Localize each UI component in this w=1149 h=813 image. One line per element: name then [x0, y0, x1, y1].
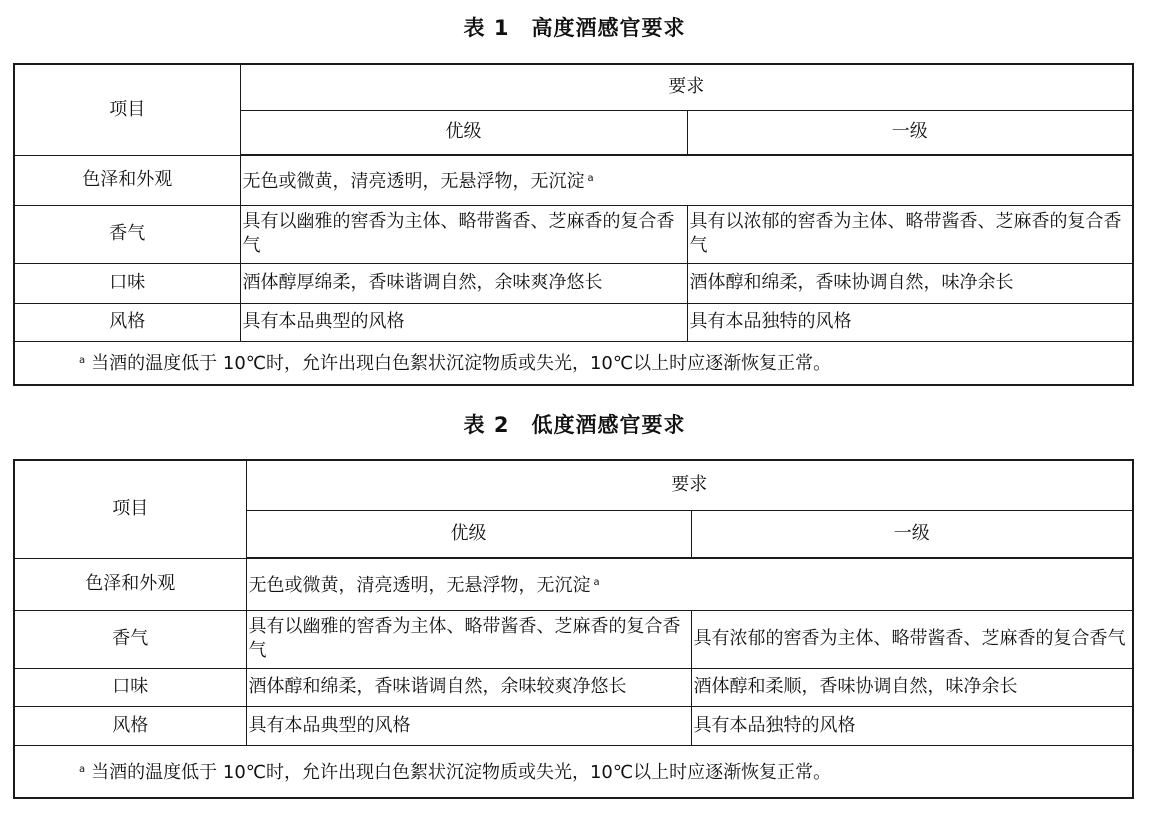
table-row — [14, 706, 1133, 745]
row-premium-value: 具有本品典型的风格 — [240, 303, 687, 341]
table-row — [14, 263, 1133, 303]
row-premium-value: 具有以幽雅的窖香为主体、略带酱香、芝麻香的复合香气 — [246, 610, 691, 668]
row-item: 香气 — [14, 610, 246, 668]
table-1-title: 高度酒感官要求 — [531, 16, 686, 40]
table-2-caption — [0, 409, 1149, 439]
grade-first-header: 一级 — [691, 510, 1133, 558]
table-1-caption — [0, 12, 1149, 42]
grade-premium-header: 优级 — [240, 110, 687, 155]
row-premium-value: 具有以幽雅的窖香为主体、略带酱香、芝麻香的复合香气 — [240, 205, 687, 263]
table-1 — [13, 63, 1134, 386]
row-merged-text: 无色或微黄，清亮透明，无悬浮物，无沉淀 — [242, 170, 585, 192]
row-item: 风格 — [14, 303, 240, 341]
row-first-value: 酒体醇和绵柔，香味协调自然，味净余长 — [687, 263, 1133, 303]
row-first-value: 具有本品独特的风格 — [691, 706, 1133, 745]
row-first-value: 酒体醇和柔顺，香味协调自然，味净余长 — [691, 668, 1133, 706]
table-row — [14, 205, 1133, 263]
table-1-number: 表 1 — [463, 16, 510, 40]
table-2-number: 表 2 — [463, 413, 510, 437]
header-row — [14, 460, 1133, 510]
note-mark: a — [79, 355, 86, 367]
row-item: 口味 — [14, 263, 240, 303]
footnote-mark: a — [593, 576, 600, 588]
item-column-header: 项目 — [14, 64, 240, 155]
row-premium-value: 酒体醇厚绵柔，香味谐调自然，余味爽净悠长 — [240, 263, 687, 303]
row-merged-value — [240, 155, 1133, 205]
row-merged-value — [246, 558, 1133, 610]
row-item: 色泽和外观 — [14, 155, 240, 205]
table-row — [14, 668, 1133, 706]
note-mark: a — [79, 763, 86, 775]
table-row — [14, 303, 1133, 341]
table-row — [14, 155, 1133, 205]
requirement-header: 要求 — [240, 64, 1133, 110]
row-premium-value: 酒体醇和绵柔，香味谐调自然，余味较爽净悠长 — [246, 668, 691, 706]
table-row — [14, 558, 1133, 610]
footnote-row — [14, 341, 1133, 385]
note-text: 当酒的温度低于 10℃时，允许出现白色絮状沉淀物质或失光，10℃以上时应逐渐恢复正常。 — [91, 761, 832, 783]
table-row — [14, 610, 1133, 668]
footnote-mark: a — [587, 172, 594, 184]
header-row — [14, 64, 1133, 110]
requirement-header: 要求 — [246, 460, 1133, 510]
table-2-title: 低度酒感官要求 — [531, 413, 686, 437]
item-column-header: 项目 — [14, 460, 246, 558]
row-item: 香气 — [14, 205, 240, 263]
table-note — [14, 341, 1133, 385]
row-item: 色泽和外观 — [14, 558, 246, 610]
row-premium-value: 具有本品典型的风格 — [246, 706, 691, 745]
row-item: 风格 — [14, 706, 246, 745]
row-first-value: 具有本品独特的风格 — [687, 303, 1133, 341]
table-2 — [13, 459, 1134, 799]
row-item: 口味 — [14, 668, 246, 706]
row-first-value: 具有以浓郁的窖香为主体、略带酱香、芝麻香的复合香气 — [687, 205, 1133, 263]
row-first-value: 具有浓郁的窖香为主体、略带酱香、芝麻香的复合香气 — [691, 610, 1133, 668]
grade-premium-header: 优级 — [246, 510, 691, 558]
grade-first-header: 一级 — [687, 110, 1133, 155]
note-text: 当酒的温度低于 10℃时，允许出现白色絮状沉淀物质或失光，10℃以上时应逐渐恢复正常。 — [91, 353, 832, 375]
footnote-row — [14, 745, 1133, 798]
row-merged-text: 无色或微黄，清亮透明，无悬浮物，无沉淀 — [248, 574, 591, 596]
table-note — [14, 745, 1133, 798]
